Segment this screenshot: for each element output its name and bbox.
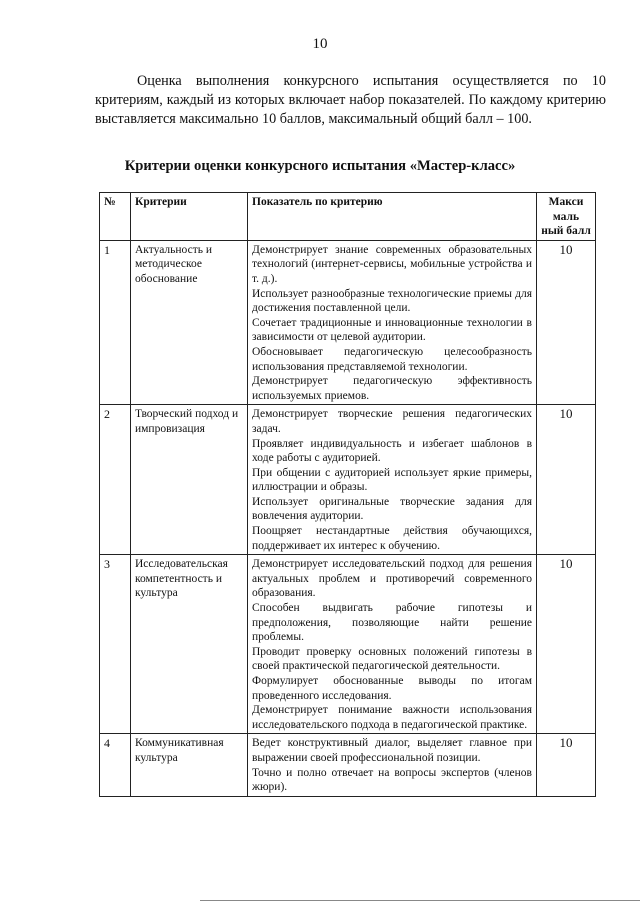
indicator-item: Демонстрирует педагогическую эффективность используемых приемов. <box>252 375 532 402</box>
row-indicators <box>248 405 537 555</box>
header-indicator: Показатель по критерию <box>248 193 537 241</box>
row-indicators <box>248 240 537 405</box>
indicator-item: Проявляет индивидуальность и избегает шаблонов в ходе работы с аудиторией. <box>252 437 532 465</box>
criteria-table <box>99 192 596 797</box>
row-indicators <box>248 555 537 734</box>
indicator-item: Сочетает традиционные и инновационные технологии в зависимости от целевой аудитории. <box>252 316 532 344</box>
row-num: 2 <box>100 405 131 555</box>
row-max-score: 10 <box>537 555 596 734</box>
indicator-item: Демонстрирует исследовательский подход для решения актуальных проблем и противоречий современного образования. <box>252 558 532 600</box>
indicator-item: При общении с аудиторией использует яркие примеры, иллюстрации и образы. <box>252 466 532 494</box>
row-num: 1 <box>100 240 131 405</box>
table-row <box>100 555 596 734</box>
row-max-score: 10 <box>537 734 596 796</box>
indicator-item: Способен выдвигать рабочие гипотезы и предположения, позволяющие найти решение проблемы. <box>252 602 532 644</box>
page-number: 10 <box>312 36 328 52</box>
indicator-item: Формулирует обоснованные выводы по итогам проведенного исследования. <box>252 675 532 702</box>
row-criteria: Актуальность и методическое обоснование <box>131 240 248 405</box>
indicator-item: Обосновывает педагогическую целесообразность использования представляемой технологии. <box>252 345 532 373</box>
table-row <box>100 734 596 796</box>
row-max-score: 10 <box>537 240 596 405</box>
indicator-item: Проводит проверку основных положений гипотезы в своей практической педагогической деятельности. <box>252 645 532 673</box>
row-criteria: Исследовательская компетентность и культура <box>131 555 248 734</box>
indicator-item: Использует разнообразные технологические приемы для достижения поставленной цели. <box>252 287 532 315</box>
indicator-item: Демонстрирует творческие решения педагогических задач. <box>252 408 532 435</box>
row-criteria: Творческий подход и импровизация <box>131 405 248 555</box>
table-row <box>100 405 596 555</box>
indicator-item: Поощряет нестандартные действия обучающихся, поддерживает их интерес к обучению. <box>252 525 532 552</box>
row-num: 3 <box>100 555 131 734</box>
header-num: № <box>100 193 131 241</box>
header-criteria: Критерии <box>131 193 248 241</box>
indicator-item: Демонстрирует понимание важности использования исследовательского подхода в педагогической практике. <box>252 704 532 731</box>
indicator-item: Демонстрирует знание современных образовательных технологий (интернет-сервисы, мобильные устройства и т. д.). <box>252 243 532 285</box>
table-row <box>100 240 596 405</box>
row-num: 4 <box>100 734 131 796</box>
intro-paragraph: Оценка выполнения конкурсного испытания осуществляется по 10 критериям, каждый из которых включает набор показателей. По каждому критерию выставляется максимально 10 баллов, максимальный общий балл – 100. <box>95 73 606 128</box>
row-criteria: Коммуникативная культура <box>131 734 248 796</box>
indicator-item: Использует оригинальные творческие задания для вовлечения аудитории. <box>252 495 532 523</box>
document-title: Критерии оценки конкурсного испытания «Мастер-класс» <box>124 158 516 174</box>
row-max-score: 10 <box>537 405 596 555</box>
header-max-score: Макси маль ный балл <box>537 193 596 241</box>
row-indicators <box>248 734 537 796</box>
table-header-row <box>100 193 596 241</box>
indicator-item: Ведет конструктивный диалог, выделяет главное при выражении своей профессиональной позиции. <box>252 737 532 764</box>
indicator-item: Точно и полно отвечает на вопросы экспертов (членов жюри). <box>252 766 532 794</box>
page-bottom-edge <box>200 900 640 901</box>
